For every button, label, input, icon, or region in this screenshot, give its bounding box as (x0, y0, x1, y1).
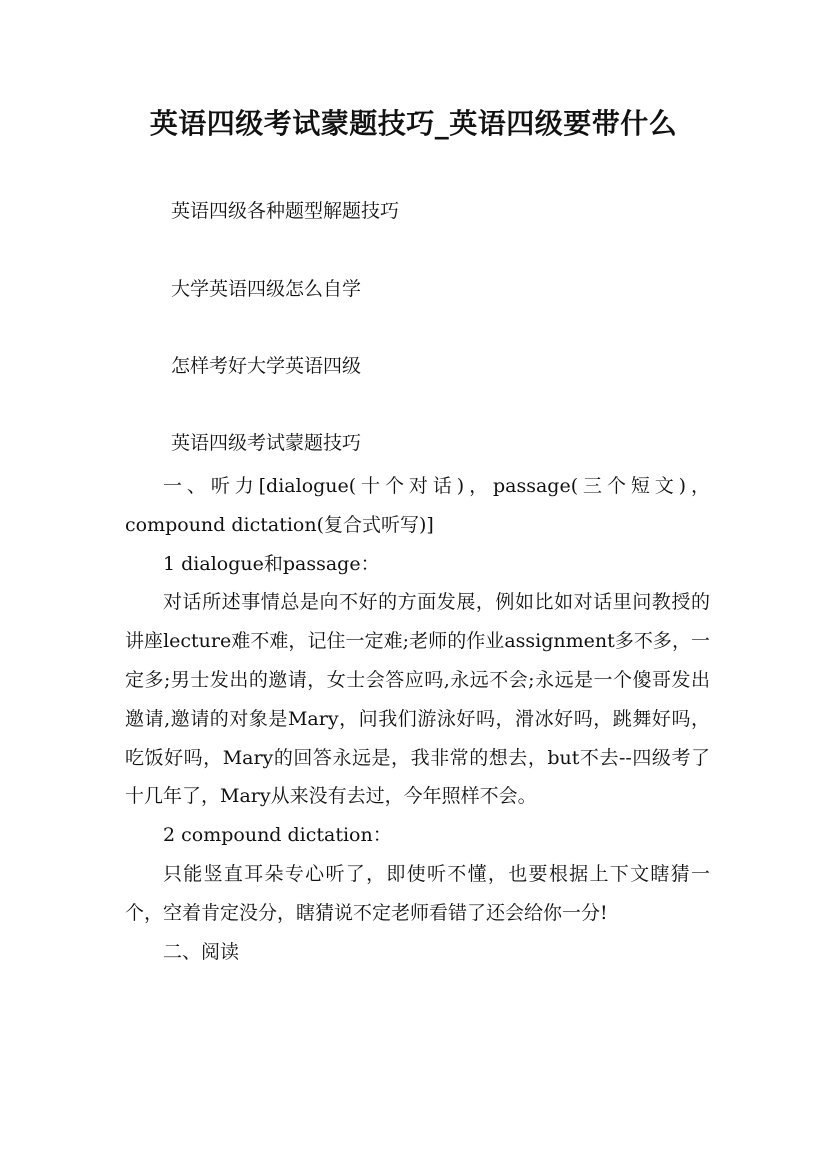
paragraph-dictation-tips: 只能竖直耳朵专心听了，即使听不懂，也要根据上下文瞎猜一个，空着肯定没分，瞎猜说不定老师看错了还会给你一分! (125, 862, 710, 924)
related-link-1: 英语四级各种题型解题技巧 (171, 200, 400, 222)
paragraph-dialogue-tips: 对话所述事情总是向不好的方面发展，例如比如对话里问教授的讲座lecture难不难，记住一定难;老师的作业assignment多不多，一定多;男士发出的邀请，女士会答应吗,永远不会;永远是一个傻哥发出邀请,邀请的对象是Mary，问我们游泳好吗，滑冰好吗，跳舞好吗，吃饭好吗，Mary的回答永远是，我非常的想去，but不去--四级考了十几年了，Mary从来没有去过，今年照样不会。 (125, 591, 710, 808)
page-title: 英语四级考试蒙题技巧_英语四级要带什么 (149, 107, 678, 140)
related-link-3: 怎样考好大学英语四级 (171, 355, 362, 377)
related-link-2: 大学英语四级怎么自学 (171, 278, 362, 300)
paragraph-listening-heading: 一、听力[dialogue(十个对话)，passage(三个短文)，compound dictation(复合式听写)] (125, 475, 710, 536)
paragraph-dialogue-heading: 1 dialogue和passage： (163, 552, 380, 575)
article-body (125, 467, 710, 971)
paragraph-dictation-heading: 2 compound dictation： (163, 824, 392, 847)
section-heading: 英语四级考试蒙题技巧 (171, 432, 362, 454)
paragraph-reading-heading: 二、阅读 (163, 940, 240, 963)
